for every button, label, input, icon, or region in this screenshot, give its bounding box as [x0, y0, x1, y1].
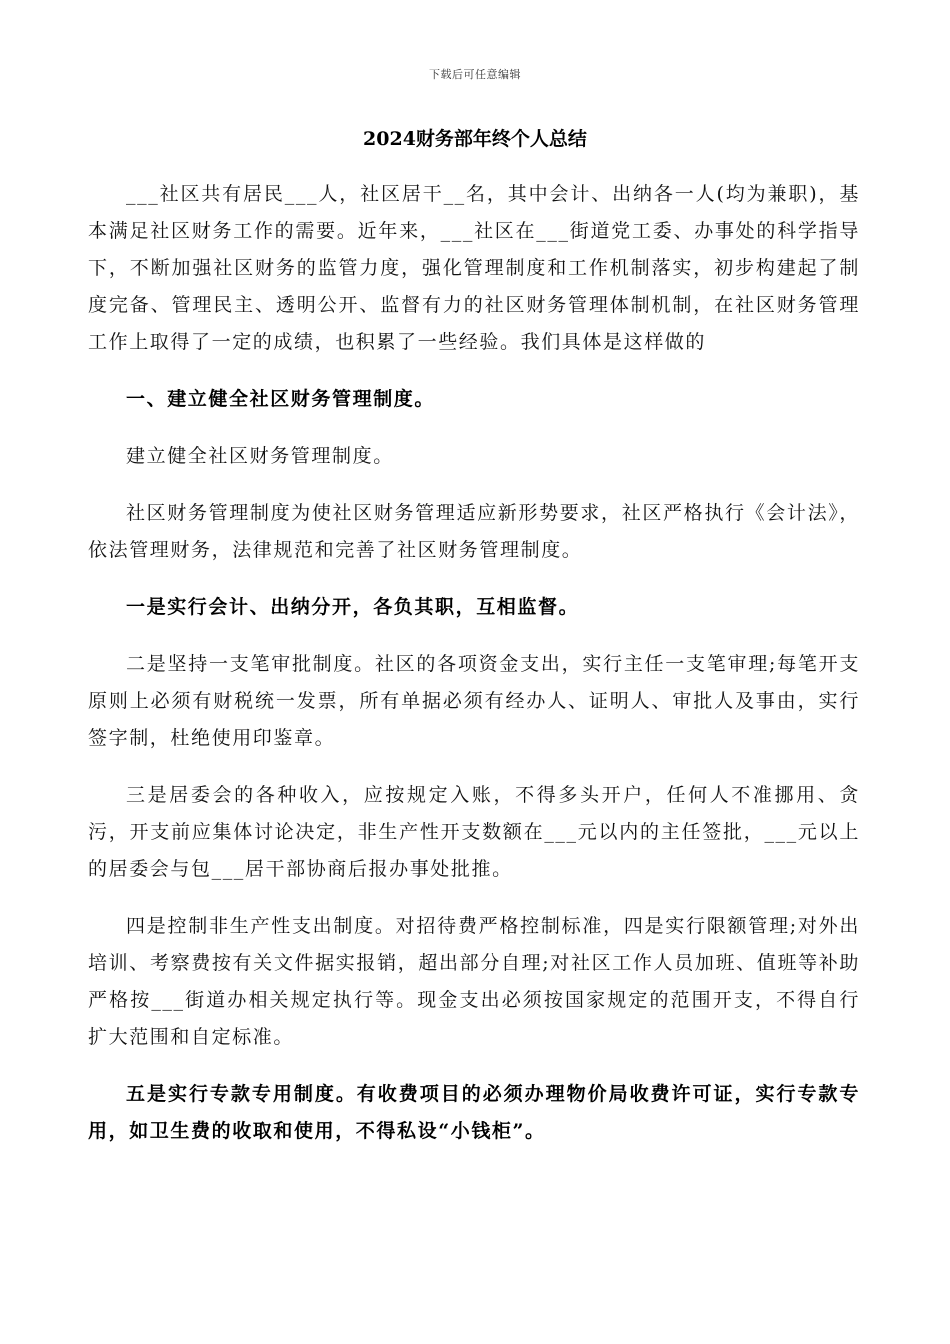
section-heading-1: 一、建立健全社区财务管理制度。 — [126, 388, 436, 410]
section-subheading: 建立健全社区财务管理制度。 — [126, 445, 394, 467]
header-note: 下载后可任意编辑 — [429, 68, 521, 81]
point-4: 四是控制非生产性支出制度。对招待费严格控制标准，四是实行限额管理;对外出培训、考察费按有关文件据实报销，超出部分自理;对社区工作人员加班、值班等补助严格按___街道办相关规定执行等。现金支出必须按国家规定的范围开支，不得自行扩大范围和自定标准。 — [88, 915, 860, 1048]
point-3: 三是居委会的各种收入，应按规定入账，不得多头开户，任何人不准挪用、贪污，开支前应集体讨论决定，非生产性开支数额在___元以内的主任签批，___元以上的居委会与包___居干部协商后报办事处批推。 — [88, 784, 860, 880]
point-5: 五是实行专款专用制度。有收费项目的必须办理物价局收费许可证，实行专款专用，如卫生费的收取和使用，不得私设“小钱柜”。 — [88, 1083, 860, 1142]
document-body — [88, 176, 860, 1170]
body-paragraph-system: 社区财务管理制度为使社区财务管理适应新形势要求，社区严格执行《会计法》，依法管理财务，法律规范和完善了社区财务管理制度。 — [88, 502, 860, 561]
intro-paragraph: ___社区共有居民___人，社区居干__名，其中会计、出纳各一人(均为兼职)，基本满足社区财务工作的需要。近年来，___社区在___街道党工委、办事处的科学指导下，不断加强社区财务的监管力度，强化管理制度和工作机制落实，初步构建起了制度完备、管理民主、透明公开、监督有力的社区财务管理体制机制，在社区财务管理工作上取得了一定的成绩，也积累了一些经验。我们具体是这样做的 — [88, 183, 860, 353]
point-1: 一是实行会计、出纳分开，各负其职，互相监督。 — [126, 596, 580, 618]
document-title: 2024财务部年终个人总结 — [363, 128, 587, 150]
point-2: 二是坚持一支笔审批制度。社区的各项资金支出，实行主任一支笔审理;每笔开支原则上必须有财税统一发票，所有单据必须有经办人、证明人、审批人及事由，实行签字制，杜绝使用印鉴章。 — [88, 653, 860, 749]
